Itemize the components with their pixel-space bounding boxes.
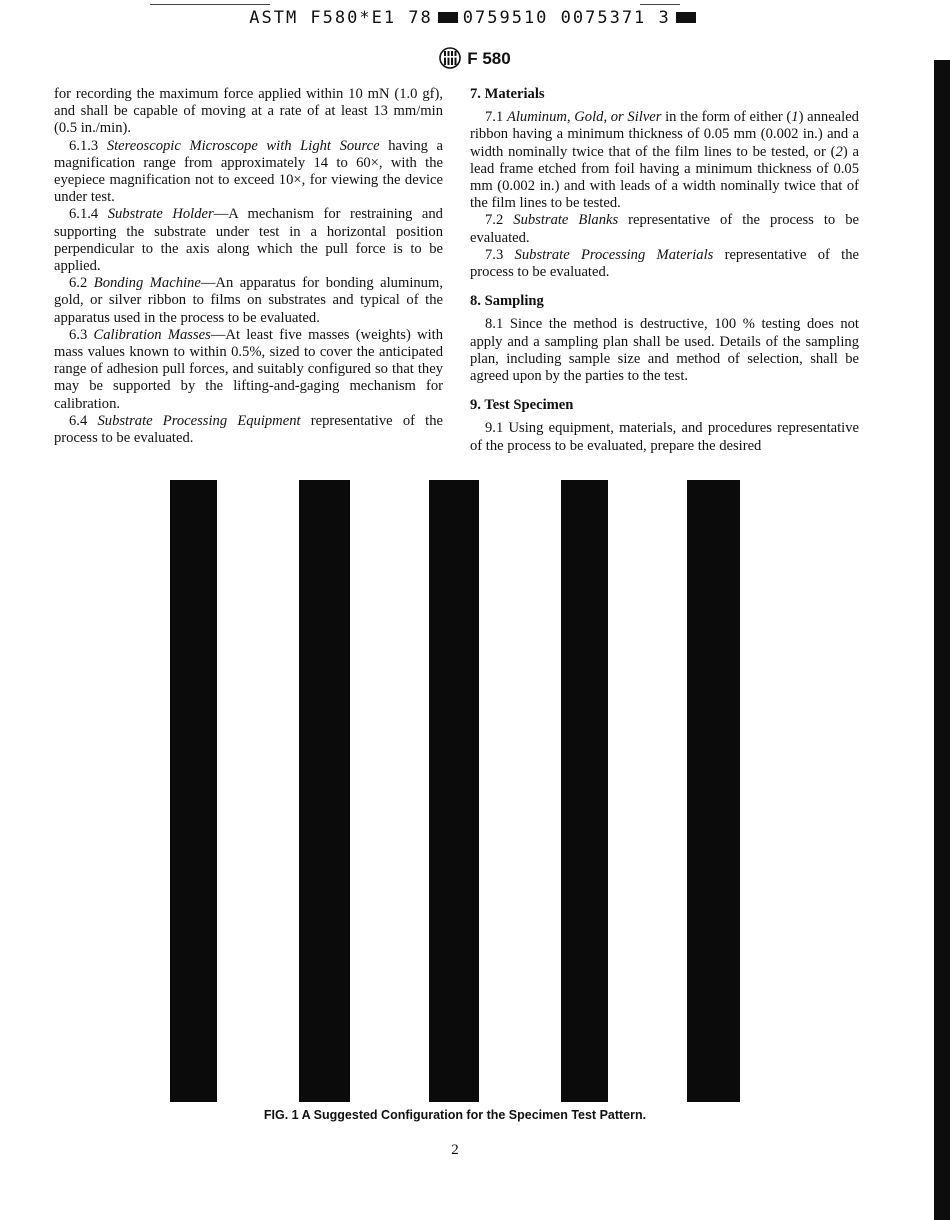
stamp-block-1: [438, 12, 458, 23]
paragraph-text: ) annealed ribbon having a minimum thickness of 0.05 mm (0.002 in.) and a width nominally twice that of the film lines to be tested, or (: [470, 109, 859, 160]
scan-stamp-header: [0, 8, 950, 28]
paragraph-text: in the form of either (: [661, 109, 792, 126]
paragraph-6-2: [54, 275, 443, 327]
paragraph-number: 7.2: [485, 212, 504, 229]
test-pattern-bar: [429, 480, 479, 1102]
paragraph-term: Aluminum, Gold, or Silver: [506, 109, 662, 126]
paragraph-term: Substrate Processing Materials: [514, 246, 714, 263]
paragraph-number: 7.1: [485, 109, 504, 126]
paragraph-term: Substrate Processing Equipment: [97, 412, 301, 429]
paragraph-number: 6.1.4: [69, 206, 99, 223]
paragraph-number: 6.2: [69, 275, 88, 292]
paragraph-term: Substrate Blanks: [513, 212, 619, 229]
stamp-block-2: [676, 12, 696, 23]
section-heading-test-specimen: 9. Test Specimen: [470, 397, 574, 414]
paragraph-7-3: [470, 247, 859, 281]
stamp-text-2: 0759510 0075371 3: [462, 8, 671, 28]
paragraph-term: Substrate Holder: [107, 206, 214, 223]
paragraph-9-1: 9.1 Using equipment, materials, and procedures representative of the process to be evaluated, prepare the desired: [470, 420, 859, 454]
paragraph-text: —An apparatus for bonding aluminum, gold, or silver ribbon to films on substrates and typical of the apparatus used in the process to be evaluated.: [54, 275, 443, 326]
paragraph-7-2: [470, 212, 859, 246]
test-pattern-bar: [687, 480, 740, 1102]
section-heading-materials: 7. Materials: [470, 86, 545, 102]
paragraph-6-1-3: [54, 138, 443, 207]
paragraph-text: representative of the process to be evaluated.: [470, 212, 859, 246]
standard-designation: [0, 47, 950, 74]
paragraph-term: Bonding Machine: [93, 275, 201, 292]
paragraph-text: ) a lead frame etched from foil having a minimum thickness of 0.05 mm (0.002 in.) and with leads of a width nominally twice that of the film lines to be tested.: [470, 143, 859, 212]
paragraph-text: —At least five masses (weights) with mass values known to within 0.5%, sized to cover the anticipated range of adhesion pull forces, and suitably configured so that they may be supported by the lifting-and-gaging mechanism for calibration.: [54, 326, 443, 412]
test-pattern-bar: [170, 480, 217, 1102]
paragraph-text: having a magnification range from approximately 14 to 60×, with the eyepiece magnification not to exceed 10×, for viewing the device under test.: [54, 137, 443, 206]
test-pattern-bar: [299, 480, 350, 1102]
enum-marker: 2: [835, 143, 843, 160]
right-column: [470, 86, 859, 455]
paragraph-7-1: [470, 109, 859, 212]
astm-logo-icon: [439, 47, 461, 74]
paragraph-8-1: 8.1 Since the method is destructive, 100 % testing does not apply and a sampling plan shall be used. Details of the sampling plan, including sample size and method of selection, shall be agreed upon by the parties to the test.: [470, 316, 859, 385]
paragraph-term: Calibration Masses: [93, 326, 211, 343]
paragraph-number: 6.4: [69, 412, 88, 429]
left-column: [54, 86, 443, 447]
paragraph-text: for recording the maximum force applied within 10 mN (1.0 gf), and shall be capable of moving at a rate of at least 13 mm/min (0.5 in./min).: [54, 86, 443, 137]
enum-marker: 1: [791, 109, 799, 126]
stamp-rule-left: [150, 4, 270, 5]
stamp-rule-right: [640, 4, 680, 5]
page-number: 2: [451, 1142, 459, 1158]
paragraph-text: representative of the process to be evaluated.: [470, 246, 859, 281]
paragraph-6-1-4: [54, 206, 443, 275]
paragraph-6-1-2-continued: [54, 86, 443, 138]
section-heading-sampling: 8. Sampling: [470, 293, 544, 310]
stamp-text-1: ASTM F580*E1 78: [249, 8, 433, 28]
paragraph-term: Stereoscopic Microscope with Light Source: [106, 137, 380, 154]
paragraph-number: 7.3: [485, 246, 504, 263]
paragraph-6-4: [54, 413, 443, 447]
paragraph-number: 6.3: [69, 326, 88, 343]
paragraph-text: representative of the process to be evaluated.: [54, 412, 444, 447]
figure-caption: FIG. 1 A Suggested Configuration for the Specimen Test Pattern.: [263, 1108, 647, 1122]
paragraph-number: 6.1.3: [69, 137, 99, 154]
scan-edge: [934, 60, 950, 1220]
designation-number: F 580: [467, 49, 511, 68]
scan-edge-top: [934, 0, 942, 60]
paragraph-text: —A mechanism for restraining and supporting the substrate under test in a horizontal position perpendicular to the axis along which the pull force is to be applied.: [54, 206, 443, 275]
test-pattern-bar: [561, 480, 608, 1102]
paragraph-6-3: [54, 327, 443, 413]
